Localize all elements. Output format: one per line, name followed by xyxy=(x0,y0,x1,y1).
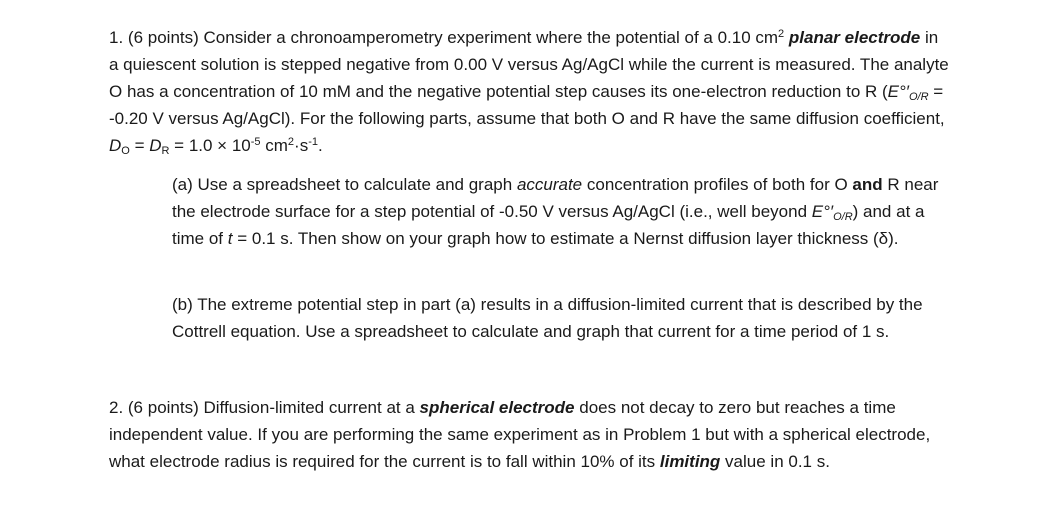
period: . xyxy=(318,136,323,155)
diffusion-coefficient-o-subscript: O xyxy=(121,145,130,157)
formal-potential-symbol: E°′ xyxy=(887,82,909,101)
problem-1-text: Consider a chronoamperometry experiment where the potential of a 0.10 cm xyxy=(198,28,779,47)
accurate-emphasis: accurate xyxy=(516,175,583,194)
spherical-electrode-emphasis: spherical electrode xyxy=(419,398,575,417)
diffusion-coefficient-r-subscript: R xyxy=(161,145,170,157)
part-b-text: (b) The extreme potential step in part (a) results in a diffusion-limited current that is described by the Cottrell equation. Use a spreadsheet to calculate and graph that current for a time period of 1 s. xyxy=(172,295,923,341)
problem-1 xyxy=(109,24,949,159)
and-emphasis: and xyxy=(852,175,883,194)
formal-potential-subscript: O/R xyxy=(909,91,929,103)
planar-electrode-emphasis: planar electrode xyxy=(788,28,921,47)
problem-1-text: in a quiescent solution is stepped negative from 0.00 V versus Ag/AgCl while the current is measured. The analyte O has a concentration of 10 mM and the negative potential step causes its one-electron reduction to R ( xyxy=(109,28,949,101)
problem-2-text: value in 0.1 s. xyxy=(720,452,830,471)
part-a-text: R near the electrode surface for a step potential of -0.50 V versus Ag/AgCl (i.e., well beyond xyxy=(172,175,939,221)
area-exponent: 2 xyxy=(778,28,785,40)
part-a-text: ) and at a time of xyxy=(172,202,925,248)
formal-potential-subscript: O/R xyxy=(833,211,853,223)
diffusion-exponent: -5 xyxy=(250,136,261,148)
problem-1-points: (6 points) xyxy=(127,28,199,47)
equals-sign: = xyxy=(129,136,150,155)
part-a xyxy=(172,171,942,252)
problem-2-text: does not decay to zero but reaches a time independent value. If you are performing the same experiment as in Problem 1 but with a spherical electrode, what electrode radius is required for the current is to fall within 10% of its xyxy=(109,398,931,471)
diffusion-coefficient-o: D xyxy=(109,136,122,155)
part-b xyxy=(172,291,942,345)
time-variable: t xyxy=(227,229,233,248)
diffusion-unit-s-exponent: -1 xyxy=(308,136,318,148)
problem-1-text: = -0.20 V versus Ag/AgCl). For the following parts, assume that both O and R have the same diffusion coefficient, xyxy=(109,82,945,128)
diffusion-unit-cm: cm xyxy=(260,136,288,155)
limiting-emphasis: limiting xyxy=(659,452,721,471)
diffusion-value: = 1.0 × 10 xyxy=(169,136,251,155)
part-a-text: (a) Use a spreadsheet to calculate and graph xyxy=(172,175,517,194)
problem-2-text: 2. (6 points) Diffusion-limited current at a xyxy=(109,398,420,417)
diffusion-unit-s: ·s xyxy=(294,136,309,155)
part-a-text: = 0.1 s. Then show on your graph how to estimate a Nernst diffusion layer thickness (δ). xyxy=(232,229,899,248)
formal-potential-symbol: E°′ xyxy=(811,202,834,221)
diffusion-coefficient-r: D xyxy=(149,136,162,155)
problem-1-number: 1. xyxy=(109,28,124,47)
diffusion-unit-cm-exponent: 2 xyxy=(287,136,295,148)
problem-2 xyxy=(109,394,949,475)
part-a-text: concentration profiles of both for O xyxy=(582,175,853,194)
